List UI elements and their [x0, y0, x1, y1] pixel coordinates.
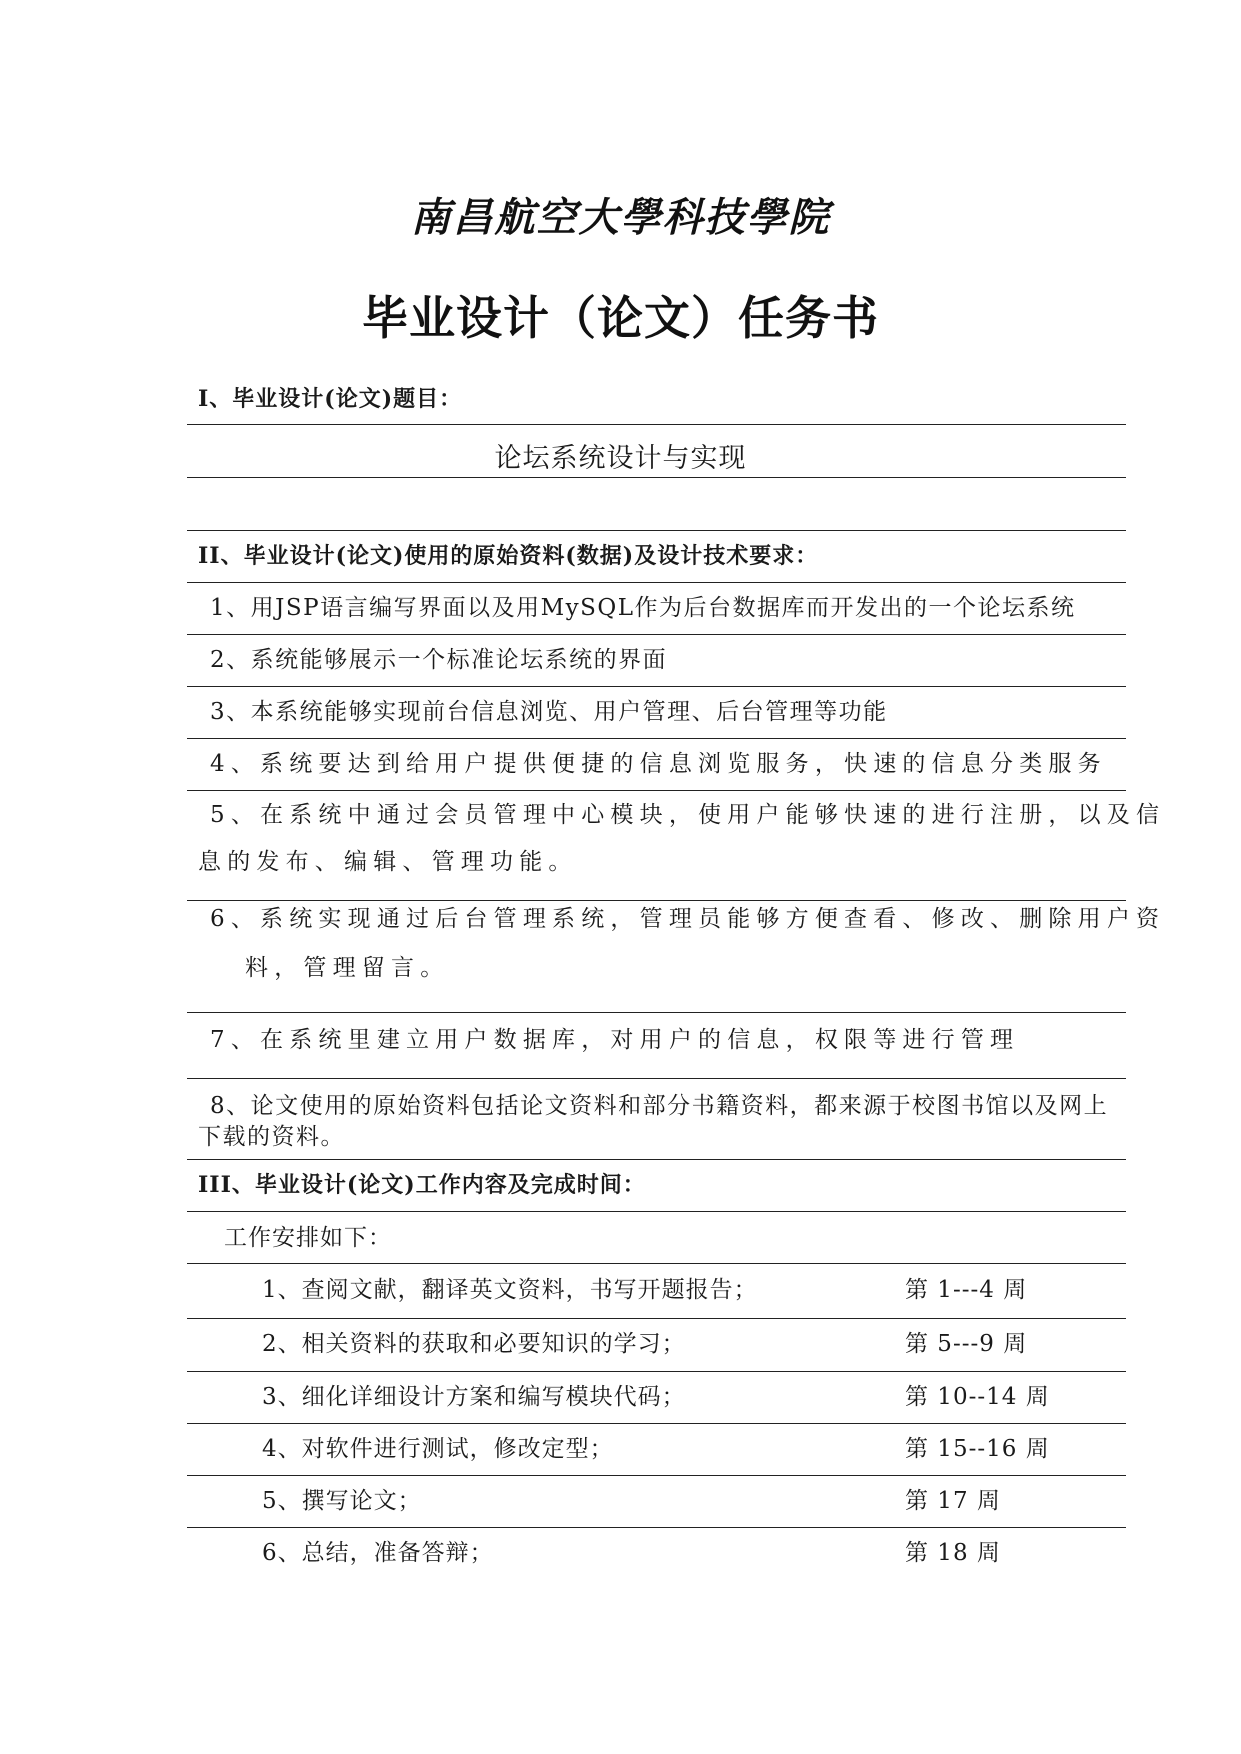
divider: [187, 424, 1126, 425]
schedule-week-5: 第 17 周: [905, 1488, 1001, 1514]
schedule-intro: 工作安排如下：: [224, 1225, 392, 1251]
requirement-item-5: 5、在系统中通过会员管理中心模块，使用户能够快速的进行注册，以及信: [210, 802, 1166, 828]
schedule-week-6: 第 18 周: [905, 1540, 1001, 1566]
divider: [187, 1159, 1126, 1160]
divider: [187, 1012, 1126, 1013]
requirement-item-3: 3、本系统能够实现前台信息浏览、用户管理、后台管理等功能: [210, 699, 888, 725]
schedule-task-1: 1、查阅文献，翻译英文资料，书写开题报告；: [262, 1277, 758, 1303]
schedule-week-3: 第 10--14 周: [905, 1384, 1050, 1410]
requirement-item-6: 6、系统实现通过后台管理系统，管理员能够方便查看、修改、删除用户资: [210, 906, 1166, 932]
schedule-task-3: 3、细化详细设计方案和编写模块代码；: [262, 1384, 686, 1410]
requirement-item-8-continued: 下载的资料。: [198, 1124, 345, 1150]
schedule-week-4: 第 15--16 周: [905, 1436, 1050, 1462]
divider: [187, 477, 1126, 478]
divider: [187, 1263, 1126, 1264]
requirement-item-8: 8、论文使用的原始资料包括论文资料和部分书籍资料，都来源于校图书馆以及网上: [210, 1093, 1109, 1119]
divider: [187, 686, 1126, 687]
requirement-item-2: 2、系统能够展示一个标准论坛系统的界面: [210, 647, 668, 673]
schedule-task-5: 5、撰写论文；: [262, 1488, 422, 1514]
requirement-item-4: 4、系统要达到给用户提供便捷的信息浏览服务，快速的信息分类服务: [210, 751, 1107, 777]
divider: [187, 790, 1126, 791]
document-title: 毕业设计（论文）任务书: [362, 291, 879, 345]
requirement-item-7: 7、在系统里建立用户数据库，对用户的信息，权限等进行管理: [210, 1027, 1020, 1053]
divider: [187, 1423, 1126, 1424]
divider: [187, 1527, 1126, 1528]
thesis-topic: 论坛系统设计与实现: [494, 443, 747, 474]
school-name-logo: 南昌航空大學科技學院: [410, 194, 831, 241]
divider: [187, 530, 1126, 531]
divider: [187, 1371, 1126, 1372]
divider: [187, 1475, 1126, 1476]
divider: [187, 1318, 1126, 1319]
section-1-heading: I、毕业设计(论文)题目：: [198, 386, 463, 412]
divider: [187, 1078, 1126, 1079]
schedule-task-4: 4、对软件进行测试，修改定型；: [262, 1436, 614, 1462]
section-2-heading: II、毕业设计(论文)使用的原始资料(数据)及设计技术要求：: [198, 543, 819, 569]
schedule-task-2: 2、相关资料的获取和必要知识的学习；: [262, 1331, 686, 1357]
divider: [187, 634, 1126, 635]
divider: [187, 738, 1126, 739]
divider: [187, 582, 1126, 583]
schedule-task-6: 6、总结，准备答辩；: [262, 1540, 494, 1566]
section-3-heading: III、毕业设计(论文)工作内容及完成时间：: [198, 1172, 646, 1198]
requirement-item-1: 1、用JSP语言编写界面以及用MySQL作为后台数据库而开发出的一个论坛系统: [210, 595, 1076, 621]
requirement-item-5-continued: 息的发布、编辑、管理功能。: [198, 849, 578, 875]
divider: [187, 900, 1126, 901]
schedule-week-1: 第 1---4 周: [905, 1277, 1028, 1303]
divider: [187, 1211, 1126, 1212]
schedule-week-2: 第 5---9 周: [905, 1331, 1028, 1357]
requirement-item-6-continued: 料，管理留言。: [245, 955, 450, 981]
